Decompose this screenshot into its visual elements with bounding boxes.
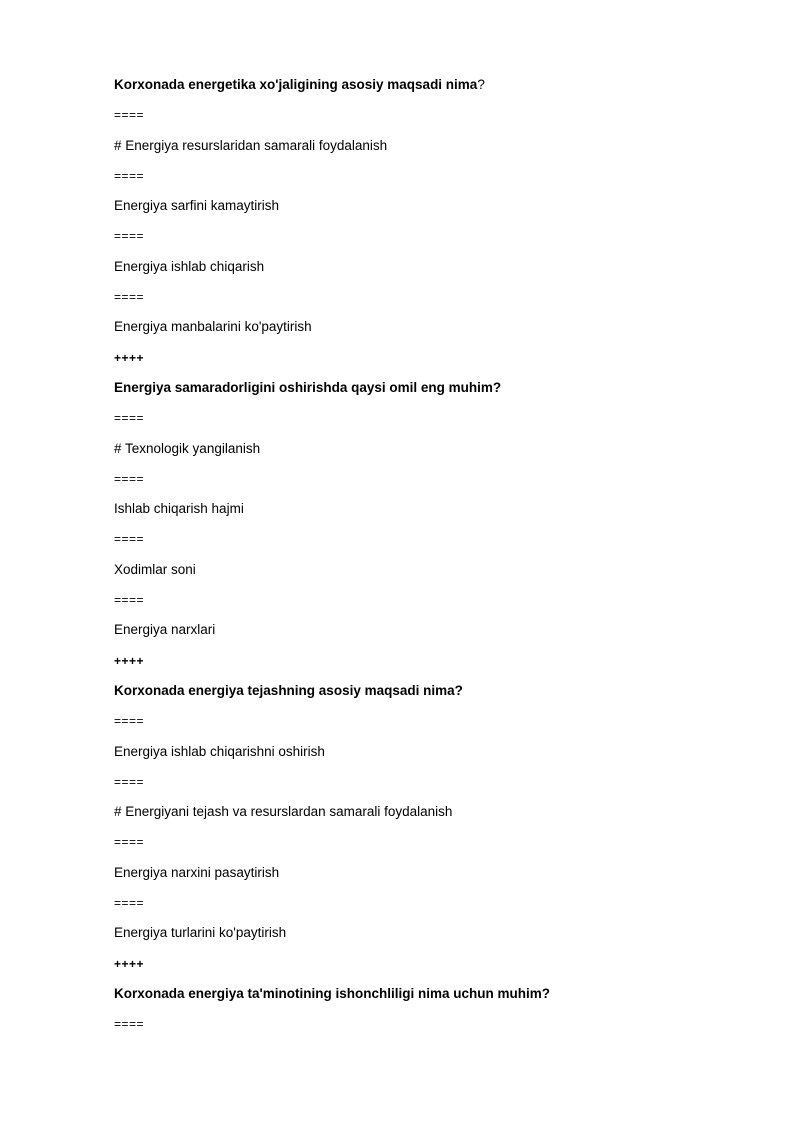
question-end-marker: ++++: [114, 350, 145, 365]
answer-option: Xodimlar soni: [114, 561, 196, 577]
separator: ====: [114, 593, 145, 608]
separator: ====: [114, 229, 145, 244]
answer-option: Energiya narxlari: [114, 622, 216, 638]
separator: ====: [114, 168, 145, 183]
separator: ====: [114, 714, 145, 729]
separator: ====: [114, 774, 145, 789]
answer-option: Energiya ishlab chiqarish: [114, 258, 265, 274]
answer-option: Ishlab chiqarish hajmi: [114, 501, 244, 517]
separator: ====: [114, 411, 145, 426]
separator: ====: [114, 532, 145, 547]
separator: ====: [114, 471, 145, 486]
answer-option: Energiya manbalarini ko'paytirish: [114, 319, 312, 335]
question-2: Energiya samaradorligini oshirishda qaysi omil eng muhim?: [114, 379, 502, 395]
separator: ====: [114, 896, 145, 911]
question-end-marker: ++++: [114, 653, 145, 668]
question-1-text: Korxonada energetika xo'jaligining asosiy maqsadi nima: [114, 77, 478, 92]
question-1: [114, 75, 714, 105]
answer-option: Energiya narxini pasaytirish: [114, 864, 280, 880]
separator: ====: [114, 108, 145, 123]
question-3: Korxonada energiya tejashning asosiy maqsadi nima?: [114, 682, 463, 698]
question-4: Korxonada energiya ta'minotining ishonchliligi nima uchun muhim?: [114, 985, 550, 1001]
separator: ====: [114, 835, 145, 850]
answer-option: Energiya sarfini kamaytirish: [114, 198, 280, 214]
separator: ====: [114, 290, 145, 305]
separator: ====: [114, 1017, 145, 1032]
answer-option: # Texnologik yangilanish: [114, 440, 261, 456]
document-body: [114, 75, 714, 1045]
answer-option: Energiya ishlab chiqarishni oshirish: [114, 743, 325, 759]
answer-option: Energiya turlarini ko'paytirish: [114, 925, 287, 941]
question-1-mark: ?: [477, 77, 485, 92]
answer-option: # Energiyani tejash va resurslardan samarali foydalanish: [114, 804, 453, 820]
question-end-marker: ++++: [114, 956, 145, 971]
answer-option: # Energiya resurslaridan samarali foydalanish: [114, 137, 388, 153]
